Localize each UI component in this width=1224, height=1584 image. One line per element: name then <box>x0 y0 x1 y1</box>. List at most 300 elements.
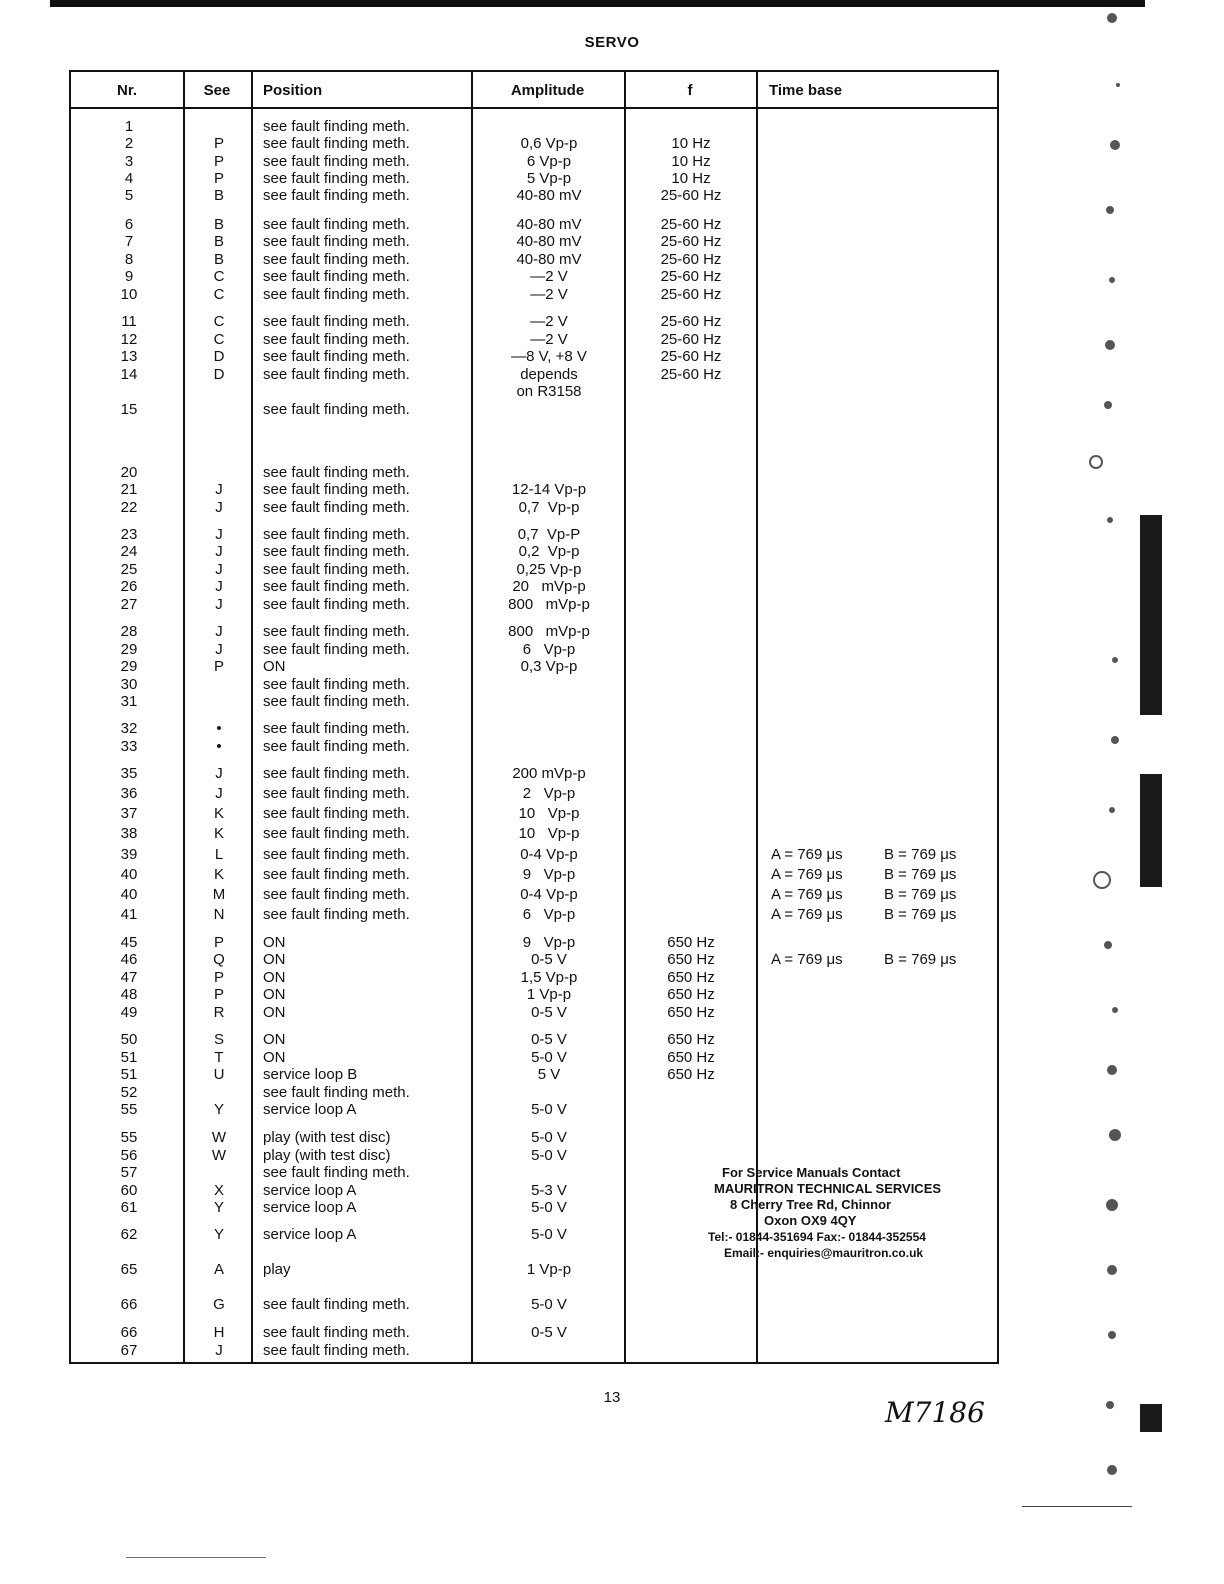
header-timebase: Time base <box>769 82 843 99</box>
row-amplitude: —2 V <box>530 313 568 330</box>
row-amplitude: 1,5 Vp-p <box>520 969 578 986</box>
row-amplitude: —2 V <box>530 331 568 348</box>
row-frequency: 650 Hz <box>667 1004 715 1021</box>
row-see: R <box>213 1004 225 1021</box>
scan-edge-mark <box>1140 1404 1162 1432</box>
stamp-line: Oxon OX9 4QY <box>764 1213 857 1228</box>
row-amplitude: depends <box>520 366 578 383</box>
row-see: C <box>213 268 225 285</box>
row-amplitude: 20 mVp-p <box>512 578 586 595</box>
row-see: B <box>213 233 224 250</box>
scan-noise <box>1060 0 1140 1584</box>
row-position: see fault finding meth. <box>263 268 410 285</box>
table-row <box>71 1296 1001 1314</box>
row-see: Y <box>213 1226 224 1243</box>
table-row <box>71 623 1001 641</box>
header-f: f <box>687 82 693 99</box>
row-see: B <box>213 251 224 268</box>
row-position: ON <box>263 951 286 968</box>
row-position: see fault finding meth. <box>263 331 410 348</box>
row-amplitude: 40-80 mV <box>516 233 582 250</box>
row-amplitude: —2 V <box>530 286 568 303</box>
table-row <box>71 135 1001 153</box>
row-nr: 57 <box>120 1164 138 1181</box>
row-amplitude: 12-14 Vp-p <box>511 481 587 498</box>
row-position: see fault finding meth. <box>263 286 410 303</box>
row-see: P <box>213 969 224 986</box>
table-row <box>71 765 1001 783</box>
row-position: see fault finding meth. <box>263 738 410 755</box>
row-nr: 55 <box>120 1129 138 1146</box>
row-see: A <box>213 1261 224 1278</box>
row-frequency: 25-60 Hz <box>660 216 722 233</box>
row-position: ON <box>263 1049 286 1066</box>
row-nr: 22 <box>120 499 138 516</box>
table-row <box>71 401 1001 419</box>
row-frequency: 25-60 Hz <box>660 286 722 303</box>
row-amplitude: —8 V, +8 V <box>511 348 587 365</box>
row-frequency: 25-60 Hz <box>660 331 722 348</box>
row-position: see fault finding meth. <box>263 641 410 658</box>
row-see: D <box>213 366 225 383</box>
row-nr: 11 <box>121 313 137 330</box>
row-position: see fault finding meth. <box>263 543 410 560</box>
table-row <box>71 934 1001 952</box>
row-nr: 45 <box>120 934 138 951</box>
row-position: see fault finding meth. <box>263 401 410 418</box>
row-frequency: 10 Hz <box>671 153 711 170</box>
row-timebase-b: B = 769 μs <box>884 866 957 883</box>
row-see: J <box>215 596 223 613</box>
scan-edge-mark <box>1140 774 1162 887</box>
row-see: N <box>213 906 225 923</box>
row-position: see fault finding meth. <box>263 153 410 170</box>
row-position: see fault finding meth. <box>263 765 410 782</box>
table-row <box>71 481 1001 499</box>
row-position: see fault finding meth. <box>263 135 410 152</box>
row-nr: 24 <box>120 543 138 560</box>
table-row <box>71 153 1001 171</box>
table-row <box>71 906 1001 924</box>
row-position: see fault finding meth. <box>263 886 410 903</box>
row-position: play <box>263 1261 291 1278</box>
row-amplitude: 0-5 V <box>531 1324 567 1341</box>
row-see: W <box>211 1147 227 1164</box>
row-nr: 13 <box>120 348 138 365</box>
row-see: J <box>215 765 223 782</box>
row-frequency: 25-60 Hz <box>660 187 722 204</box>
page-number: 13 <box>603 1389 621 1406</box>
row-see: J <box>215 578 223 595</box>
row-amplitude: 9 Vp-p <box>522 934 576 951</box>
row-amplitude: 0,25 Vp-p <box>516 561 582 578</box>
row-frequency: 25-60 Hz <box>660 233 722 250</box>
row-see: • <box>216 720 222 737</box>
row-position: see fault finding meth. <box>263 170 410 187</box>
row-position: ON <box>263 969 286 986</box>
row-see: C <box>213 286 225 303</box>
stamp-line: MAURITRON TECHNICAL SERVICES <box>714 1181 942 1196</box>
row-nr: 6 <box>124 216 134 233</box>
row-amplitude: 800 mVp-p <box>508 596 590 613</box>
row-position: see fault finding meth. <box>263 464 410 481</box>
row-nr: 29 <box>120 641 138 658</box>
row-nr: 50 <box>120 1031 138 1048</box>
row-frequency: 650 Hz <box>667 1049 715 1066</box>
row-amplitude: 0-5 V <box>531 1031 567 1048</box>
row-amplitude: 5-0 V <box>531 1049 567 1066</box>
table-row <box>71 825 1001 843</box>
row-nr: 7 <box>124 233 134 250</box>
row-nr: 21 <box>120 481 138 498</box>
header-see: See <box>203 82 231 99</box>
row-nr: 40 <box>120 886 138 903</box>
row-position: ON <box>263 934 286 951</box>
table-row <box>71 805 1001 823</box>
table-row <box>71 561 1001 579</box>
row-see: J <box>215 1342 223 1359</box>
row-amplitude: 6 Vp-p <box>522 906 576 923</box>
row-nr: 27 <box>120 596 138 613</box>
row-position: ON <box>263 1004 286 1021</box>
row-nr: 37 <box>120 805 138 822</box>
row-nr: 46 <box>120 951 138 968</box>
row-position: see fault finding meth. <box>263 481 410 498</box>
row-timebase-b: B = 769 μs <box>884 846 957 863</box>
table-row <box>71 785 1001 803</box>
table-row <box>71 1101 1001 1119</box>
row-see: U <box>213 1066 225 1083</box>
row-see: G <box>213 1296 225 1313</box>
row-see: K <box>213 805 224 822</box>
row-amplitude: 5-0 V <box>531 1199 567 1216</box>
table-row <box>71 187 1001 205</box>
table-row <box>71 738 1001 756</box>
row-amplitude: 1 Vp-p <box>526 986 572 1003</box>
row-nr: 56 <box>120 1147 138 1164</box>
table-row <box>71 1342 1001 1360</box>
row-see: B <box>213 187 224 204</box>
row-see: Y <box>213 1101 224 1118</box>
stamp-line: Tel:- 01844-351694 Fax:- 01844-352554 <box>708 1230 926 1244</box>
table-row <box>71 951 1001 969</box>
row-frequency: 25-60 Hz <box>660 251 722 268</box>
row-position: see fault finding meth. <box>263 1296 410 1313</box>
row-see: D <box>213 348 225 365</box>
service-stamp <box>700 1165 942 1261</box>
row-timebase-b: B = 769 μs <box>884 951 957 968</box>
row-see: J <box>215 526 223 543</box>
table-row <box>71 170 1001 188</box>
row-see: J <box>215 623 223 640</box>
header-amplitude: Amplitude <box>510 82 585 99</box>
row-amplitude: 6 Vp-p <box>526 153 572 170</box>
row-amplitude: 40-80 mV <box>516 251 582 268</box>
header-position: Position <box>263 82 323 99</box>
row-nr: 55 <box>120 1101 138 1118</box>
row-position: see fault finding meth. <box>263 596 410 613</box>
table-row <box>71 658 1001 676</box>
table-row <box>71 1129 1001 1147</box>
row-see: P <box>213 135 224 152</box>
row-see: J <box>215 481 223 498</box>
row-position: see fault finding meth. <box>263 118 410 135</box>
table-row <box>71 969 1001 987</box>
row-amplitude: 10 Vp-p <box>518 805 580 822</box>
table-row <box>71 596 1001 614</box>
table-row <box>71 846 1001 864</box>
row-timebase-b: B = 769 μs <box>884 906 957 923</box>
row-frequency: 650 Hz <box>667 951 715 968</box>
table-row <box>71 286 1001 304</box>
row-see: • <box>216 738 222 755</box>
table-row <box>71 1004 1001 1022</box>
row-position: see fault finding meth. <box>263 720 410 737</box>
table-row <box>71 1084 1001 1102</box>
row-nr: 29 <box>120 658 138 675</box>
row-position: see fault finding meth. <box>263 366 410 383</box>
row-nr: 9 <box>124 268 134 285</box>
table-row <box>71 986 1001 1004</box>
row-position: see fault finding meth. <box>263 313 410 330</box>
row-nr: 20 <box>120 464 138 481</box>
table-row <box>71 251 1001 269</box>
row-see: J <box>215 641 223 658</box>
row-see: J <box>215 543 223 560</box>
row-frequency: 650 Hz <box>667 986 715 1003</box>
row-nr: 41 <box>120 906 138 923</box>
row-amplitude: 800 mVp-p <box>508 623 590 640</box>
row-nr: 47 <box>120 969 138 986</box>
row-position: see fault finding meth. <box>263 251 410 268</box>
row-see: B <box>213 216 224 233</box>
row-position: service loop B <box>263 1066 358 1083</box>
row-see: J <box>215 561 223 578</box>
row-amplitude: 0-5 V <box>531 1004 567 1021</box>
row-position: see fault finding meth. <box>263 866 410 883</box>
table-row <box>71 1066 1001 1084</box>
row-amplitude: 0,2 Vp-p <box>518 543 580 560</box>
scan-edge-mark <box>1140 515 1162 715</box>
row-position: see fault finding meth. <box>263 825 410 842</box>
row-see: P <box>213 934 224 951</box>
row-frequency: 25-60 Hz <box>660 366 722 383</box>
row-position: see fault finding meth. <box>263 1324 410 1341</box>
row-amplitude: on R3158 <box>516 383 582 400</box>
table-row <box>71 1324 1001 1342</box>
row-amplitude: 10 Vp-p <box>518 825 580 842</box>
row-position: play (with test disc) <box>263 1147 391 1164</box>
row-amplitude: 40-80 mV <box>516 187 582 204</box>
row-position: see fault finding meth. <box>263 216 410 233</box>
row-see: C <box>213 313 225 330</box>
row-nr: 25 <box>120 561 138 578</box>
row-see: P <box>213 658 224 675</box>
row-position: see fault finding meth. <box>263 578 410 595</box>
table-row <box>71 543 1001 561</box>
row-nr: 51 <box>120 1066 138 1083</box>
row-timebase-a: A = 769 μs <box>771 866 843 883</box>
row-position: see fault finding meth. <box>263 846 410 863</box>
row-see: K <box>213 825 224 842</box>
row-frequency: 25-60 Hz <box>660 268 722 285</box>
row-position: play (with test disc) <box>263 1129 391 1146</box>
row-see: J <box>215 499 223 516</box>
row-see: M <box>212 886 226 903</box>
row-nr: 61 <box>120 1199 138 1216</box>
row-amplitude: 0-4 Vp-p <box>520 846 578 863</box>
row-nr: 62 <box>120 1226 138 1243</box>
row-nr: 5 <box>124 187 134 204</box>
row-nr: 15 <box>120 401 138 418</box>
table-row <box>71 1049 1001 1067</box>
row-amplitude: 5-0 V <box>531 1226 567 1243</box>
row-see: C <box>213 331 225 348</box>
row-nr: 12 <box>120 331 138 348</box>
row-nr: 2 <box>124 135 134 152</box>
row-amplitude: 5-0 V <box>531 1147 567 1164</box>
row-amplitude: 0-4 Vp-p <box>520 886 578 903</box>
header-nr: Nr. <box>116 82 137 99</box>
row-position: see fault finding meth. <box>263 1084 410 1101</box>
row-nr: 8 <box>124 251 134 268</box>
row-position: service loop A <box>263 1226 357 1243</box>
row-nr: 26 <box>120 578 138 595</box>
row-nr: 51 <box>120 1049 138 1066</box>
header-divider <box>71 107 997 109</box>
table-row <box>71 268 1001 286</box>
table-row <box>71 866 1001 884</box>
row-position: see fault finding meth. <box>263 906 410 923</box>
stamp-line: For Service Manuals Contact <box>722 1165 901 1180</box>
row-frequency: 650 Hz <box>667 1066 715 1083</box>
table-row <box>71 720 1001 738</box>
row-nr: 1 <box>124 118 134 135</box>
row-nr: 67 <box>120 1342 138 1359</box>
table-row <box>71 118 1001 136</box>
row-nr: 60 <box>120 1182 138 1199</box>
row-see: L <box>214 846 224 863</box>
row-see: P <box>213 153 224 170</box>
row-see: Q <box>213 951 225 968</box>
row-timebase-a: A = 769 μs <box>771 846 843 863</box>
row-nr: 28 <box>120 623 138 640</box>
table-row <box>71 233 1001 251</box>
row-position: see fault finding meth. <box>263 1342 410 1359</box>
row-nr: 66 <box>120 1296 138 1313</box>
row-amplitude: 0,6 Vp-p <box>520 135 578 152</box>
table-row <box>71 366 1001 384</box>
row-position: see fault finding meth. <box>263 623 410 640</box>
row-see: T <box>214 1049 224 1066</box>
row-position: see fault finding meth. <box>263 693 410 710</box>
table-row <box>71 464 1001 482</box>
row-see: K <box>213 866 224 883</box>
row-position: see fault finding meth. <box>263 187 410 204</box>
row-amplitude: 200 mVp-p <box>512 765 586 782</box>
row-nr: 30 <box>120 676 138 693</box>
row-timebase-a: A = 769 μs <box>771 951 843 968</box>
handwritten-note: M7186 <box>885 1396 985 1429</box>
row-amplitude: 40-80 mV <box>516 216 582 233</box>
row-nr: 35 <box>120 765 138 782</box>
row-position: see fault finding meth. <box>263 499 410 516</box>
row-nr: 23 <box>120 526 138 543</box>
row-see: P <box>213 170 224 187</box>
row-amplitude: 2 Vp-p <box>522 785 576 802</box>
row-frequency: 10 Hz <box>671 170 711 187</box>
row-amplitude: 5-0 V <box>531 1296 567 1313</box>
stamp-line: Email:- enquiries@mauritron.co.uk <box>724 1246 924 1260</box>
row-position: ON <box>263 986 286 1003</box>
row-nr: 33 <box>120 738 138 755</box>
row-frequency: 650 Hz <box>667 934 715 951</box>
row-nr: 32 <box>120 720 138 737</box>
scan-edge-line <box>1022 1506 1132 1507</box>
row-timebase-b: B = 769 μs <box>884 886 957 903</box>
row-nr: 36 <box>120 785 138 802</box>
row-amplitude: 1 Vp-p <box>526 1261 572 1278</box>
row-see: P <box>213 986 224 1003</box>
row-position: service loop A <box>263 1101 357 1118</box>
row-nr: 31 <box>120 693 138 710</box>
row-position: see fault finding meth. <box>263 348 410 365</box>
table-row <box>71 1031 1001 1049</box>
row-position: see fault finding meth. <box>263 526 410 543</box>
scan-top-border <box>50 0 1145 7</box>
row-see: Y <box>213 1199 224 1216</box>
row-position: see fault finding meth. <box>263 233 410 250</box>
row-nr: 66 <box>120 1324 138 1341</box>
row-see: X <box>213 1182 224 1199</box>
row-position: service loop A <box>263 1182 357 1199</box>
table-row <box>71 383 1001 401</box>
row-timebase-a: A = 769 μs <box>771 906 843 923</box>
row-nr: 48 <box>120 986 138 1003</box>
table-row <box>71 886 1001 904</box>
row-position: ON <box>263 658 286 675</box>
stamp-line: 8 Cherry Tree Rd, Chinnor <box>730 1197 892 1212</box>
row-nr: 4 <box>124 170 134 187</box>
row-amplitude: 0,3 Vp-p <box>520 658 578 675</box>
row-amplitude: 5-0 V <box>531 1129 567 1146</box>
row-amplitude: 5 V <box>537 1066 561 1083</box>
row-position: see fault finding meth. <box>263 1164 410 1181</box>
row-see: H <box>213 1324 225 1341</box>
row-amplitude: 9 Vp-p <box>522 866 576 883</box>
row-amplitude: 0,7 Vp-P <box>517 526 581 543</box>
row-nr: 14 <box>120 366 138 383</box>
table-row <box>71 641 1001 659</box>
row-timebase-a: A = 769 μs <box>771 886 843 903</box>
row-position: service loop A <box>263 1199 357 1216</box>
row-frequency: 25-60 Hz <box>660 313 722 330</box>
table-row <box>71 216 1001 234</box>
row-position: see fault finding meth. <box>263 676 410 693</box>
table-row <box>71 1261 1001 1279</box>
row-position: see fault finding meth. <box>263 805 410 822</box>
row-frequency: 10 Hz <box>671 135 711 152</box>
row-amplitude: —2 V <box>530 268 568 285</box>
row-position: see fault finding meth. <box>263 785 410 802</box>
row-frequency: 25-60 Hz <box>660 348 722 365</box>
row-frequency: 650 Hz <box>667 969 715 986</box>
table-row <box>71 331 1001 349</box>
scan-blue-line <box>126 1557 266 1558</box>
row-nr: 38 <box>120 825 138 842</box>
row-frequency: 650 Hz <box>667 1031 715 1048</box>
table-row <box>71 348 1001 366</box>
